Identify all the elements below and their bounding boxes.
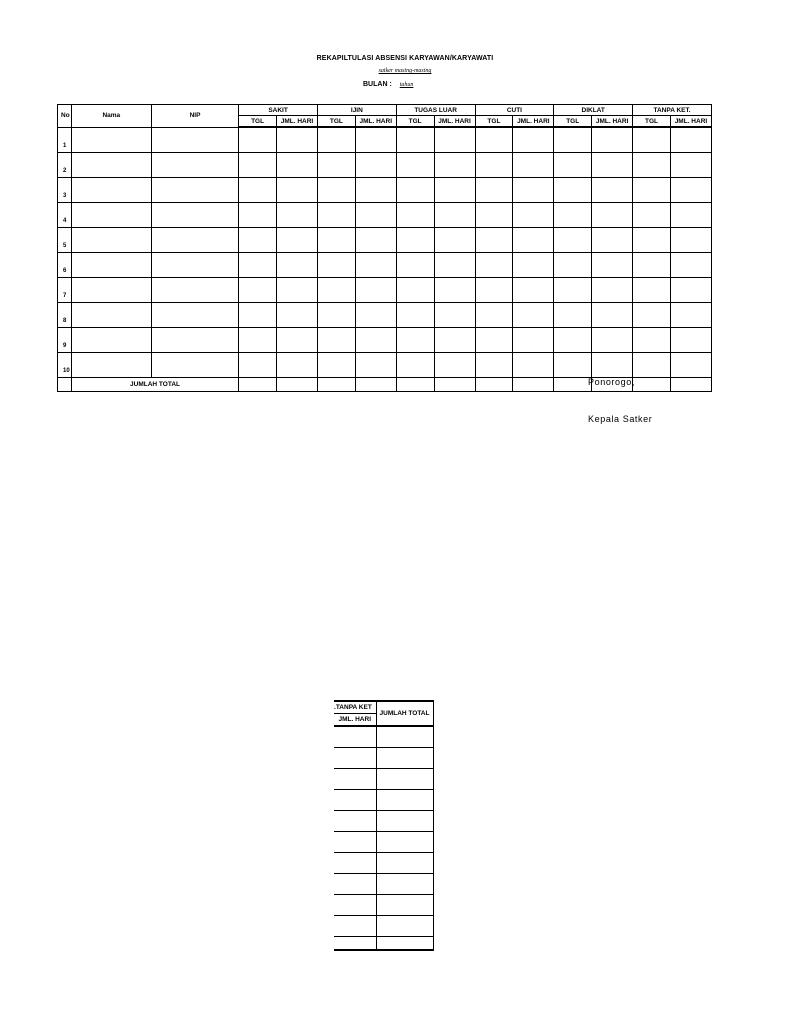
row-number: 10 (58, 352, 72, 377)
table-row (58, 352, 712, 377)
table-cell[interactable] (513, 302, 554, 327)
table-cell[interactable] (239, 127, 277, 152)
table-row (334, 832, 433, 853)
total-cell[interactable] (376, 937, 433, 951)
table-cell[interactable] (633, 177, 671, 202)
table-cell[interactable] (71, 202, 151, 227)
table-cell[interactable] (71, 177, 151, 202)
table-cell[interactable] (334, 769, 376, 790)
subheader-jml-hari: JML. HARI (513, 116, 554, 128)
table-cell[interactable] (376, 769, 433, 790)
table-cell[interactable] (355, 252, 396, 277)
table-cell[interactable] (355, 227, 396, 252)
table-cell[interactable] (592, 152, 633, 177)
total-cell[interactable] (554, 377, 592, 391)
table-row (58, 152, 712, 177)
row-number: 9 (58, 327, 72, 352)
table-cell[interactable] (151, 302, 238, 327)
table-cell[interactable] (71, 152, 151, 177)
table-row (58, 202, 712, 227)
row-number: 5 (58, 227, 72, 252)
table-cell[interactable] (475, 127, 513, 152)
table-cell[interactable] (71, 327, 151, 352)
table-cell[interactable] (670, 252, 711, 277)
table-cell[interactable] (317, 127, 355, 152)
row-number: 1 (58, 127, 72, 152)
table-cell[interactable] (434, 277, 475, 302)
table-row (334, 769, 433, 790)
table-cell[interactable] (151, 352, 238, 377)
table-cell[interactable] (276, 202, 317, 227)
table-cell[interactable] (317, 152, 355, 177)
table-cell[interactable] (334, 790, 376, 811)
table-cell[interactable] (276, 327, 317, 352)
table-cell[interactable] (513, 152, 554, 177)
table-row (334, 895, 433, 916)
table-cell[interactable] (592, 302, 633, 327)
row-number: 2 (58, 152, 72, 177)
table-row (334, 726, 433, 748)
table-cell[interactable] (434, 327, 475, 352)
table-cell[interactable] (151, 152, 238, 177)
document-title: REKAPILTULASI ABSENSI KARYAWAN/KARYAWATI (316, 55, 494, 62)
table-cell[interactable] (396, 127, 434, 152)
table-cell[interactable] (276, 152, 317, 177)
table-cell[interactable] (396, 252, 434, 277)
table-cell[interactable] (376, 832, 433, 853)
table-cell[interactable] (334, 895, 376, 916)
table-cell[interactable] (334, 853, 376, 874)
table-cell[interactable] (71, 252, 151, 277)
row-number: 7 (58, 277, 72, 302)
table-cell[interactable] (276, 252, 317, 277)
table-cell[interactable] (475, 277, 513, 302)
table-cell[interactable] (71, 352, 151, 377)
table-cell[interactable] (592, 252, 633, 277)
total-cell[interactable] (334, 937, 376, 951)
table-cell[interactable] (376, 853, 433, 874)
table-cell[interactable] (71, 227, 151, 252)
table-cell[interactable] (434, 127, 475, 152)
subheader-tgl: TGL (317, 116, 355, 128)
table-row (58, 177, 712, 202)
table-cell[interactable] (239, 252, 277, 277)
group-header-ijin: IJIN (317, 105, 396, 116)
month-line (363, 81, 413, 88)
table-cell[interactable] (317, 302, 355, 327)
table-cell[interactable] (334, 726, 376, 748)
table-cell[interactable] (513, 252, 554, 277)
table-cell[interactable] (633, 202, 671, 227)
table-cell[interactable] (670, 127, 711, 152)
table-cell[interactable] (151, 227, 238, 252)
table-cell[interactable] (355, 202, 396, 227)
column-header-nip: NIP (151, 105, 238, 128)
table-cell[interactable] (434, 252, 475, 277)
table-cell[interactable] (592, 177, 633, 202)
table-cell[interactable] (592, 127, 633, 152)
group-header-cuti: CUTI (475, 105, 554, 116)
table-cell[interactable] (355, 127, 396, 152)
table-cell[interactable] (376, 726, 433, 748)
row-number: 6 (58, 252, 72, 277)
table-cell[interactable] (71, 302, 151, 327)
table-row (58, 252, 712, 277)
table-row (58, 227, 712, 252)
column-header-name: Nama (71, 105, 151, 128)
total-cell[interactable] (670, 377, 711, 391)
table-cell[interactable] (151, 327, 238, 352)
table-cell[interactable] (592, 202, 633, 227)
table-cell[interactable] (239, 352, 277, 377)
subheader-tgl: TGL (554, 116, 592, 128)
signature-city: Ponorogo, (588, 377, 635, 387)
table-cell[interactable] (434, 352, 475, 377)
table-cell[interactable] (670, 327, 711, 352)
table-cell[interactable] (592, 227, 633, 252)
table-cell[interactable] (554, 152, 592, 177)
table-row (334, 916, 433, 937)
table-row (58, 327, 712, 352)
table-cell[interactable] (317, 277, 355, 302)
group-header-tanpa-ket: TANPA KET. (633, 105, 712, 116)
table-cell[interactable] (396, 152, 434, 177)
table-cell[interactable] (334, 832, 376, 853)
table-cell[interactable] (376, 748, 433, 769)
table-cell[interactable] (434, 152, 475, 177)
table-cell[interactable] (276, 352, 317, 377)
table-cell[interactable] (396, 327, 434, 352)
table-cell[interactable] (376, 895, 433, 916)
subheader-jml-hari: JML. HARI (334, 714, 376, 727)
total-cell[interactable] (317, 377, 355, 391)
group-header-tanpa-ket-cont: TANPA KET. (334, 701, 376, 714)
table-cell[interactable] (276, 227, 317, 252)
table-cell[interactable] (355, 277, 396, 302)
total-cell[interactable] (239, 377, 277, 391)
subheader-tgl: TGL (475, 116, 513, 128)
table-cell[interactable] (355, 152, 396, 177)
table-cell[interactable] (633, 327, 671, 352)
table-cell[interactable] (670, 352, 711, 377)
subheader-tgl: TGL (396, 116, 434, 128)
table-cell[interactable] (276, 302, 317, 327)
table-cell[interactable] (239, 202, 277, 227)
total-cell[interactable] (276, 377, 317, 391)
total-label: JUMLAH TOTAL (71, 377, 238, 391)
table-cell[interactable] (317, 227, 355, 252)
table-cell[interactable] (355, 352, 396, 377)
table-cell[interactable] (633, 302, 671, 327)
subheader-tgl: TGL (239, 116, 277, 128)
group-header-sakit: SAKIT (239, 105, 318, 116)
table-cell[interactable] (151, 277, 238, 302)
table-cell[interactable] (151, 177, 238, 202)
attendance-table-continuation (334, 700, 434, 951)
table-cell[interactable] (434, 177, 475, 202)
table-cell (58, 377, 72, 391)
table-cell[interactable] (554, 127, 592, 152)
table-cell[interactable] (239, 327, 277, 352)
table-row (334, 748, 433, 769)
table-cell[interactable] (475, 252, 513, 277)
table-row (58, 277, 712, 302)
table-cell[interactable] (355, 302, 396, 327)
subheader-jml-hari: JML. HARI (592, 116, 633, 128)
table-cell[interactable] (554, 277, 592, 302)
table-cell[interactable] (71, 277, 151, 302)
table-cell[interactable] (513, 327, 554, 352)
table-cell[interactable] (513, 202, 554, 227)
table-row (334, 874, 433, 895)
table-cell[interactable] (475, 202, 513, 227)
table-cell[interactable] (670, 177, 711, 202)
attendance-table-page2 (334, 700, 434, 960)
table-cell[interactable] (151, 202, 238, 227)
table-cell[interactable] (396, 302, 434, 327)
table-cell[interactable] (239, 227, 277, 252)
table-cell[interactable] (592, 277, 633, 302)
table-cell[interactable] (239, 152, 277, 177)
table-cell[interactable] (355, 327, 396, 352)
table-cell[interactable] (633, 227, 671, 252)
table-cell[interactable] (633, 252, 671, 277)
column-header-jumlah-total: JUMLAH TOTAL (376, 701, 433, 726)
table-cell[interactable] (554, 302, 592, 327)
table-cell[interactable] (670, 302, 711, 327)
table-cell[interactable] (513, 177, 554, 202)
table-cell[interactable] (513, 127, 554, 152)
table-cell[interactable] (554, 327, 592, 352)
group-header-tugas-luar: TUGAS LUAR (396, 105, 475, 116)
month-label: BULAN : (363, 81, 392, 88)
table-cell[interactable] (239, 277, 277, 302)
table-cell[interactable] (670, 227, 711, 252)
table-cell[interactable] (376, 916, 433, 937)
group-header-diklat: DIKLAT (554, 105, 633, 116)
table-cell[interactable] (239, 302, 277, 327)
table-cell[interactable] (513, 227, 554, 252)
table-cell[interactable] (670, 277, 711, 302)
table-cell[interactable] (513, 352, 554, 377)
table-row (334, 811, 433, 832)
table-cell[interactable] (633, 352, 671, 377)
table-cell[interactable] (355, 177, 396, 202)
column-header-no: No (58, 105, 72, 128)
table-cell[interactable] (317, 252, 355, 277)
table-row (334, 790, 433, 811)
table-cell[interactable] (633, 152, 671, 177)
table-cell[interactable] (475, 327, 513, 352)
subheader-jml-hari: JML. HARI (670, 116, 711, 128)
table-cell[interactable] (434, 302, 475, 327)
signature-title: Kepala Satker (588, 414, 653, 424)
total-cell[interactable] (475, 377, 513, 391)
table-cell[interactable] (376, 811, 433, 832)
table-cell[interactable] (670, 152, 711, 177)
document-subtitle: satker masing-masing (378, 68, 432, 74)
table-cell[interactable] (376, 874, 433, 895)
table-cell[interactable] (396, 352, 434, 377)
table-cell[interactable] (317, 352, 355, 377)
table-cell[interactable] (276, 277, 317, 302)
table-cell[interactable] (475, 152, 513, 177)
table-cell[interactable] (434, 227, 475, 252)
table-cell[interactable] (592, 327, 633, 352)
table-cell[interactable] (396, 177, 434, 202)
table-cell[interactable] (434, 202, 475, 227)
subheader-jml-hari: JML. HARI (434, 116, 475, 128)
table-cell[interactable] (475, 177, 513, 202)
table-cell[interactable] (554, 177, 592, 202)
row-number: 4 (58, 202, 72, 227)
table-cell[interactable] (554, 352, 592, 377)
table-cell[interactable] (396, 277, 434, 302)
table-cell[interactable] (151, 127, 238, 152)
table-cell[interactable] (334, 916, 376, 937)
total-cell[interactable] (633, 377, 671, 391)
table-cell[interactable] (396, 202, 434, 227)
row-number: 3 (58, 177, 72, 202)
table-cell[interactable] (396, 227, 434, 252)
table-cell[interactable] (317, 177, 355, 202)
table-cell[interactable] (276, 177, 317, 202)
row-number: 8 (58, 302, 72, 327)
table-row (58, 302, 712, 327)
table-cell[interactable] (71, 127, 151, 152)
table-cell[interactable] (334, 874, 376, 895)
table-cell[interactable] (475, 352, 513, 377)
table-cell[interactable] (670, 202, 711, 227)
table-row (334, 853, 433, 874)
table-cell[interactable] (592, 352, 633, 377)
table-cell[interactable] (317, 202, 355, 227)
table-row (58, 127, 712, 152)
table-cell[interactable] (554, 252, 592, 277)
table-cell[interactable] (554, 227, 592, 252)
attendance-table (57, 104, 712, 392)
total-cell[interactable] (434, 377, 475, 391)
table-cell[interactable] (317, 327, 355, 352)
subheader-jml-hari: JML. HARI (355, 116, 396, 128)
table-cell[interactable] (633, 127, 671, 152)
table-cell[interactable] (376, 790, 433, 811)
table-cell[interactable] (239, 177, 277, 202)
table-cell[interactable] (475, 227, 513, 252)
table-cell[interactable] (334, 811, 376, 832)
table-cell[interactable] (334, 748, 376, 769)
table-cell[interactable] (554, 202, 592, 227)
month-value: tahun (399, 82, 414, 88)
table-cell[interactable] (151, 252, 238, 277)
total-cell[interactable] (396, 377, 434, 391)
total-cell[interactable] (513, 377, 554, 391)
table-cell[interactable] (633, 277, 671, 302)
subheader-tgl: TGL (633, 116, 671, 128)
total-cell[interactable] (355, 377, 396, 391)
table-cell[interactable] (513, 277, 554, 302)
subheader-jml-hari: JML. HARI (276, 116, 317, 128)
table-cell[interactable] (475, 302, 513, 327)
total-row (334, 937, 433, 951)
table-cell[interactable] (276, 127, 317, 152)
